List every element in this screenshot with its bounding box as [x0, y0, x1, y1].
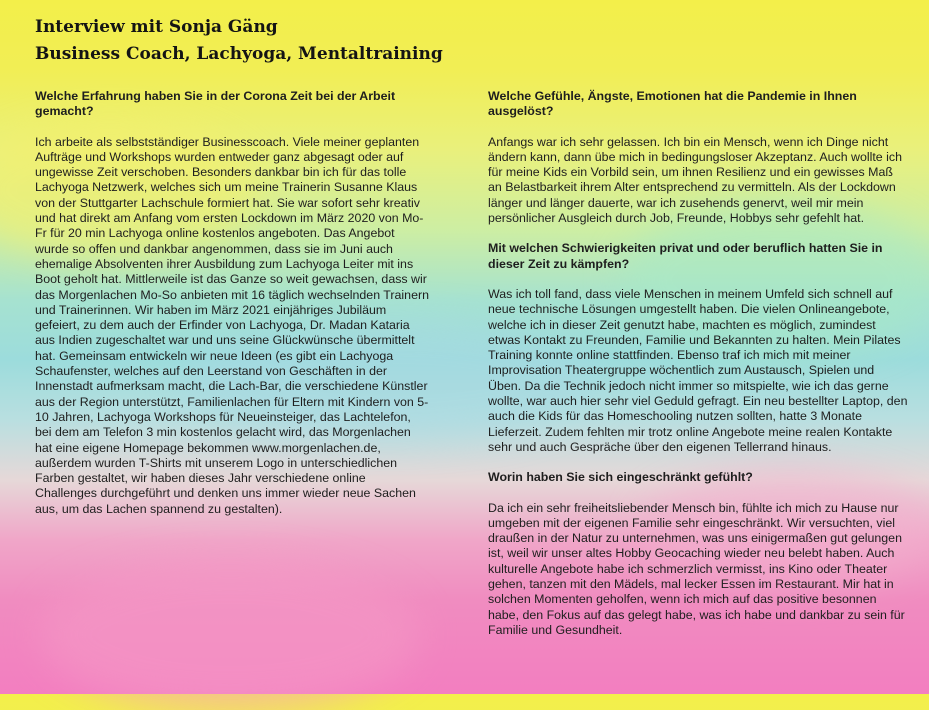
- question-heading: Welche Erfahrung haben Sie in der Corona Zeit bei der Arbeit gemacht?: [35, 89, 396, 119]
- answer-paragraph: Ich arbeite als selbstständiger Businesscoach. Viele meiner geplanten Aufträge und Workshops wurden entweder ganz abgesagt oder auf ungewisse Zeit verschoben. Besonders dankbar bin ich für das tolle Lachyoga Netzwerk, welches sich um meine Trainerin Susanne Klaus von der Stuttgarter Lachschule formiert hat. Sie war sofort sehr kreativ und hat direkt am Anfang vom ersten Lockdown im März 2020 von Mo-Fr für 20 min Lachyoga online kostenlos angeboten. Das Angebot wurde so offen und dankbar angenommen, dass sie im Juni auch ehemalige Absolventen ihrer Ausbildung zum Lachyoga Leiter mit ins Boot geholt hat. Mittlerweile ist das Ganze so weit gewachsen, dass wir das Morgenlachen Mo-So anbieten mit 16 täglich wechselnden Trainern und Trainerinnen. Wir haben im März 2021 einjähriges Jubiläum gefeiert, zu dem auch der Erfinder von Lachyoga, Dr. Madan Kataria aus Indien zugeschaltet war und uns seine Glückwünsche übermittelt hat. Gemeinsam entwickeln wir neue Ideen (es gibt ein Lachyoga Schaufenster, welches auf den Leerstand von Geschäften in der Innenstadt aufmerksam macht, die Lach-Bar, die verschiedene Künstler aus der Region unterstützt, Familienlachen für Eltern mit Kindern von 5-10 Jahren, Lachyoga Workshops für Neueinsteiger, das Lachtelefon, bei dem am Telefon 3 min kostenlos gelacht wird, das Morgenlachen hat eine eigene Homepage bekommen www.morgenlachen.de, außerdem wurden T-Shirts mit unserem Logo in unterschiedlichen Farben gestaltet, wir haben dieses Jahr verschiedene online Challenges durchgeführt und denken uns immer wieder neue Sachen aus, um das Lachen spannend zu gestalten).: [35, 134, 429, 516]
- right-column: [488, 89, 908, 653]
- answer-paragraph: Was ich toll fand, dass viele Menschen in meinem Umfeld sich schnell auf neue technische Lösungen umgestellt haben. Die vielen Onlineangebote, welche ich in dieser Zeit genutzt habe, machten es möglich, zumindest etwas Kontakt zu Freunden, Familie und Bekannten zu halten. Mein Pilates Training konnte online stattfinden. Ebenso traf ich mich mit meiner Improvisation Theatergruppe wöchentlich zum Austausch, Spielen und Üben. Da die Technik jedoch nicht immer so mitspielte, wie ich das gerne wollte, war auch hier sehr viel Geduld gefragt. Ein neu bestellter Laptop, den auch die Kids für das Homeschooling nutzen sollten, hatte 3 Monate Lieferzeit. Zudem fehlten mir trotz online Angebote meine realen Kontakte sehr und auch Gespräche über den eigenen Tellerrand hinaus.: [488, 286, 908, 454]
- watercolor-wash-pink: [40, 560, 420, 710]
- page-title: Interview mit Sonja Gäng: [35, 17, 278, 37]
- page-header: [35, 14, 443, 68]
- question-heading: Mit welchen Schwierigkeiten privat und oder beruflich hatten Sie in dieser Zeit zu kämpfen?: [488, 241, 883, 271]
- question-heading: Worin haben Sie sich eingeschränkt gefühlt?: [488, 470, 753, 485]
- left-column: [35, 89, 430, 532]
- answer-paragraph: Da ich ein sehr freiheitsliebender Mensch bin, fühlte ich mich zu Hause nur umgeben mit der eigenen Familie sehr eingeschränkt. Wir versuchten, viel draußen in der Natur zu unternehmen, was uns einigermaßen gut gelungen ist, weil wir unser altes Hobby Geocaching wieder neu belebt haben. Auch kulturelle Angebote habe ich schmerzlich vermisst, ins Kino oder Theater gehen, tanzen mit den Mädels, mal lecker Essen im Restaurant. Mir hat in solchen Momenten geholfen, wenn ich mich auf das positive besonnen habe, den Fokus auf das gelegt habe, was ich habe und dankbar zu sein für Familie und Gesundheit.: [488, 500, 905, 637]
- page-subtitle: Business Coach, Lachyoga, Mentaltraining: [35, 44, 443, 64]
- question-heading: Welche Gefühle, Ängste, Emotionen hat die Pandemie in Ihnen ausgelöst?: [488, 89, 857, 119]
- answer-paragraph: Anfangs war ich sehr gelassen. Ich bin ein Mensch, wenn ich Dinge nicht ändern kann, dann übe mich in bedingungsloser Akzeptanz. Auch wollte ich für meine Kids ein Vorbild sein, um ihnen Resilienz und ein gewisses Maß an Belastbarkeit ihrem Alter entsprechend zu vermitteln. Als der Lockdown länger und länger dauerte, war ich zusehends genervt, weil mir mein persönlicher Ausgleich durch Job, Freunde, Hobbys sehr gefehlt hat.: [488, 134, 902, 226]
